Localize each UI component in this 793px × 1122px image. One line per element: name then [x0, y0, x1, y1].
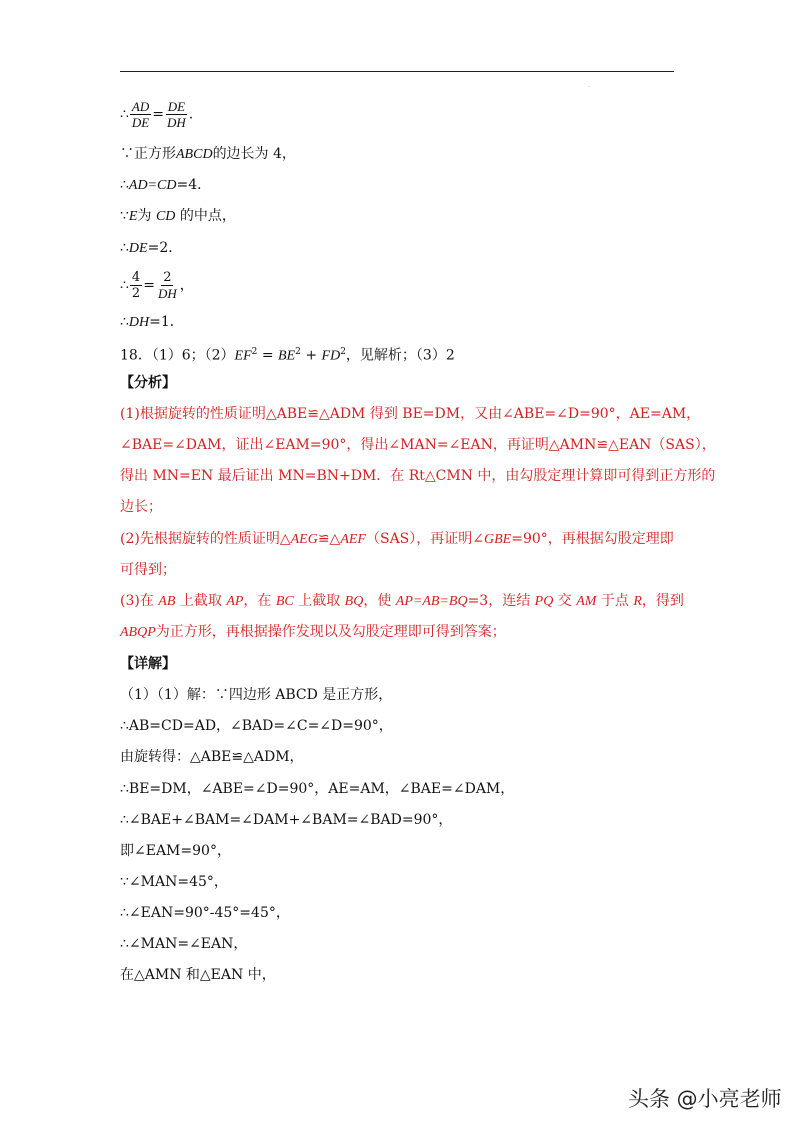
watermark: 头条 @小亮老师	[628, 1087, 782, 1111]
equation-4-2: ∴ $\frac{4}{2}$ = $\frac{2}{DH}$ ，	[120, 270, 194, 301]
analysis-line: (1)根据旋转的性质证明△ABE≌△ADM 得到 BE=DM，又由∠ABE=∠D=90°，AE=AM，	[120, 406, 701, 422]
fraction-4-2: $\frac{4}{2}$	[131, 270, 141, 301]
detail-line: ∵∠MAN=45°，	[120, 874, 228, 890]
analysis-line: (2)先根据旋转的性质证明△AEG≌△AEF（SAS），再证明∠GBE=90°，再根据勾股定理即	[120, 531, 674, 547]
text-line: ∵正方形ABCD的边长为 4，	[120, 146, 296, 162]
analysis-line: ABQP为正方形，再根据操作发现以及勾股定理即可得到答案；	[120, 624, 506, 640]
equation-ad-de: ∴ $\frac{AD}{DE}$ = $\frac{DE}{DH}$ .	[120, 99, 194, 130]
detail-line: （1）（1）解：∵四边形 ABCD 是正方形，	[120, 687, 393, 703]
analysis-line: 边长；	[120, 499, 162, 515]
detail-line: 在△AMN 和△EAN 中，	[120, 967, 276, 983]
detail-line: ∴∠EAN=90°-45°=45°，	[120, 905, 290, 921]
fraction-ad-de: $\frac{AD}{DE}$	[131, 99, 150, 130]
header-mark: ·	[588, 84, 590, 91]
detail-heading: 【详解】	[120, 656, 176, 672]
analysis-heading: 【分析】	[120, 375, 176, 391]
fraction-de-dh: $\frac{DE}{DH}$	[167, 99, 186, 130]
analysis-line: 得出 MN=EN 最后证出 MN=BN+DM．在 Rt△CMN 中，由勾股定理计算即可得到正方形的	[120, 468, 716, 484]
detail-line: ∴∠MAN=∠EAN，	[120, 936, 248, 952]
detail-line: ∴AB=CD=AD，∠BAD=∠C=∠D=90°，	[120, 718, 393, 734]
text-line: ∵E为 CD 的中点，	[120, 208, 236, 224]
analysis-line: ∠BAE=∠DAM，证出∠EAM=90°，得出∠MAN=∠EAN，再证明△AMN≌△EAN（SAS），	[120, 437, 716, 453]
text-line: ∴AD=CD=4．	[120, 177, 212, 193]
header-rule	[120, 71, 674, 72]
detail-line: ∴∠BAE+∠BAM=∠DAM+∠BAM=∠BAD=90°，	[120, 812, 453, 828]
analysis-line: (3)在 AB 上截取 AP，在 BC 上截取 BQ，使 AP=AB=BQ=3，连结 PQ 交 AM 于点 R，得到	[120, 593, 684, 609]
detail-line: 由旋转得：△ABE≌△ADM，	[120, 749, 304, 765]
fraction-2-dh: $\frac{2}{DH}$	[157, 270, 177, 301]
detail-line: 即∠EAM=90°，	[120, 843, 231, 859]
answer-line-18: 18．（1）6；$(2)EF^2 = BE^2 + FD^2$，见解析；（3）2	[120, 347, 455, 364]
detail-line: ∴BE=DM，∠ABE=∠D=90°，AE=AM，∠BAE=∠DAM，	[120, 781, 515, 797]
text-line: ∴DH=1．	[120, 314, 184, 330]
analysis-line: 可得到；	[120, 562, 176, 578]
text-line: ∴DE=2．	[120, 240, 183, 256]
